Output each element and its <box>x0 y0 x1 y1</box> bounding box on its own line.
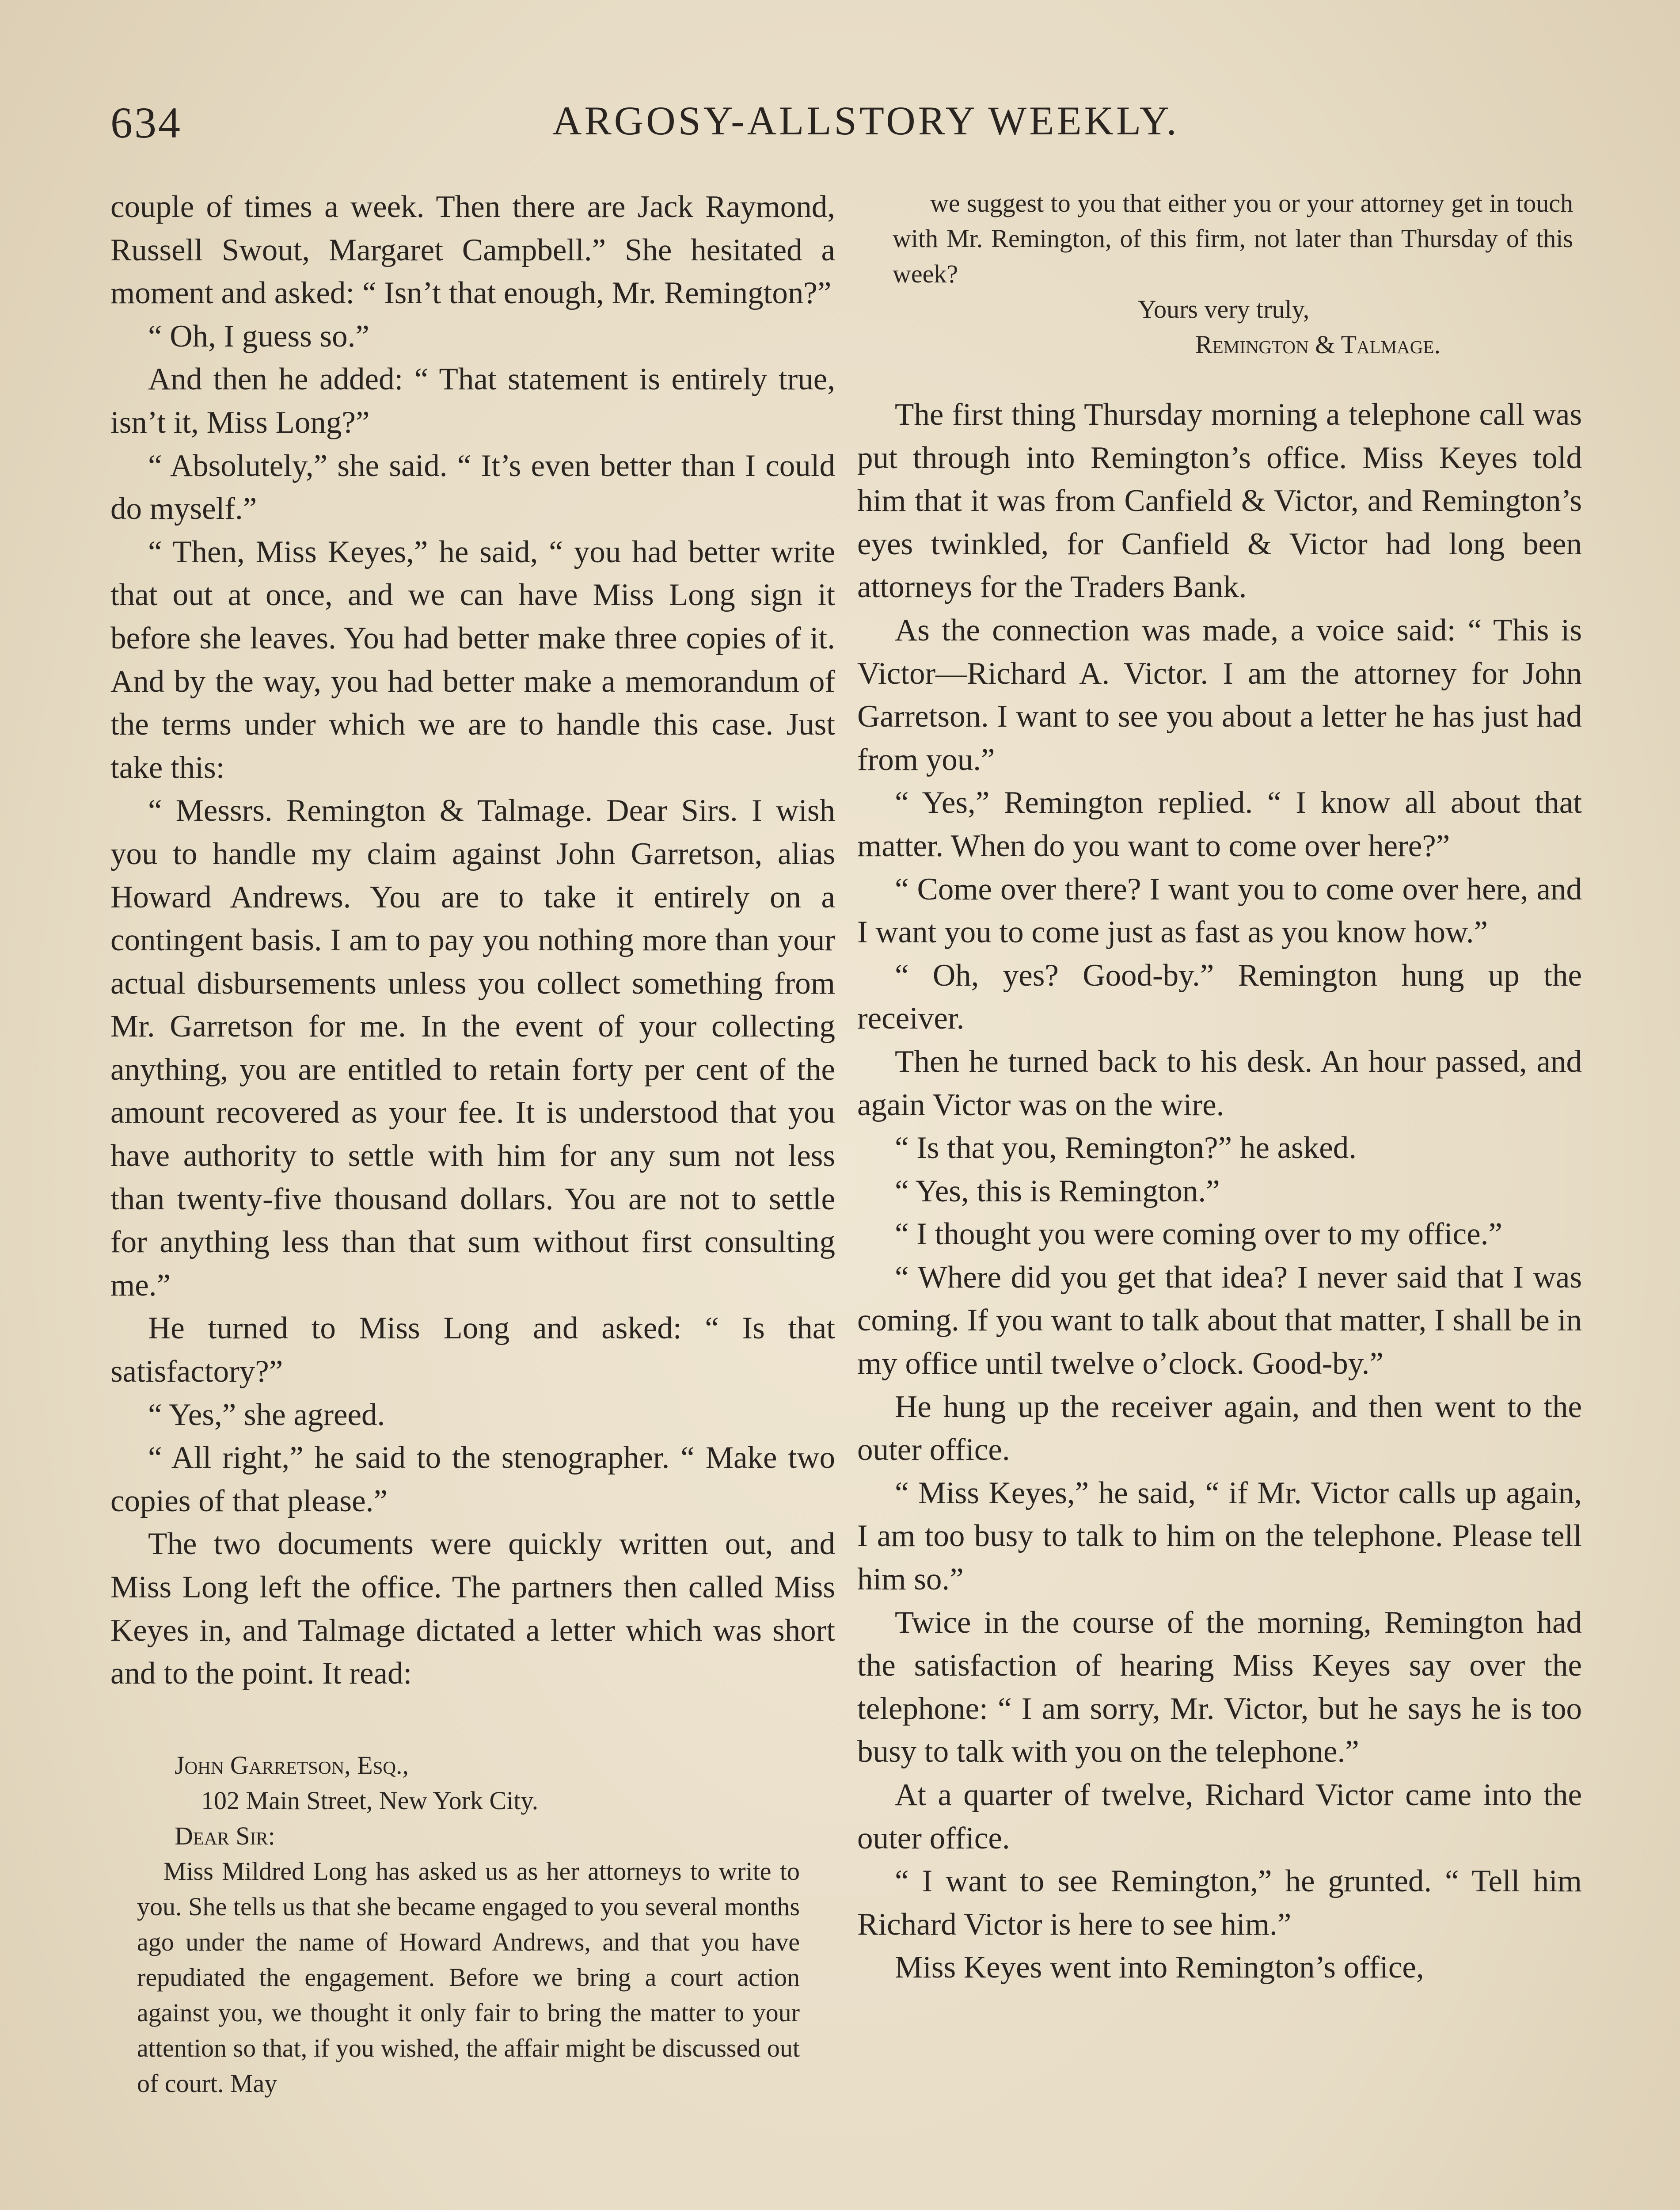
paragraph: “ All right,” he said to the stenographer. “ Make two copies of that please.” <box>110 1440 835 1518</box>
paragraph: He turned to Miss Long and asked: “ Is that satisfactory?” <box>110 1311 835 1389</box>
paragraph: Twice in the course of the morning, Remington had the satisfaction of hearing Miss Keyes say over the telephone: “ I am sorry, Mr. Victor, but he says he is too busy to talk with you on the telephone.” <box>857 1605 1582 1769</box>
paragraph: As the connection was made, a voice said: “ This is Victor—Richard A. Victor. I am the attorney for John Garretson. I want to see you about a letter he has just had from you.” <box>857 613 1582 777</box>
paragraph: “ Where did you get that idea? I never said that I was coming. If you want to talk about that matter, I shall be in my office until twelve o’clock. Good-by.” <box>857 1260 1582 1381</box>
paragraph: couple of times a week. Then there are Jack Raymond, Russell Swout, Margaret Campbell.” She hesitated a moment and asked: “ Isn’t that enough, Mr. Remington?” <box>110 190 835 311</box>
paragraph: “ Oh, yes? Good-by.” Remington hung up the receiver. <box>857 958 1582 1036</box>
paragraph: He hung up the receiver again, and then went to the outer office. <box>857 1389 1582 1467</box>
page-header <box>0 88 1680 159</box>
paragraph: Then he turned back to his desk. An hour passed, and again Victor was on the wire. <box>857 1044 1582 1122</box>
paragraph: “ Is that you, Remington?” he asked. <box>895 1131 1357 1166</box>
paragraph: And then he added: “ That statement is entirely true, isn’t it, Miss Long?” <box>110 362 835 440</box>
paragraph: Miss Keyes went into Remington’s office, <box>895 1950 1424 1985</box>
letter-continuation <box>857 186 1582 362</box>
letter-address: 102 Main Street, New York City. <box>201 1786 539 1815</box>
letter-body-continued: we suggest to you that either you or your attorney get in touch with Mr. Remington, of this firm, not later than Thursday of this week? <box>893 189 1573 288</box>
running-head: ARGOSY-ALLSTORY WEEKLY. <box>552 98 1179 143</box>
letter-signature: Remington & Talmage. <box>1195 330 1441 359</box>
paragraph: “ Yes, this is Remington.” <box>895 1174 1220 1208</box>
letter-closing-block <box>893 292 1573 362</box>
letter-body: Miss Mildred Long has asked us as her attorneys to write to you. She tells us that she became engaged to you several months ago under the name of Howard Andrews, and that you have repudiated the engagement. Before we bring a court action against you, we thought it only fair to bring the matter to your attention so that, if you wished, the affair might be discussed out of court. May <box>137 1856 800 2098</box>
paragraph: “ Yes,” she agreed. <box>148 1397 385 1432</box>
paragraph: “ I thought you were coming over to my office.” <box>895 1217 1502 1252</box>
paragraph: “ I want to see Remington,” he grunted. “ Tell him Richard Victor is here to see him.” <box>857 1864 1582 1942</box>
right-column <box>857 186 1582 1989</box>
paragraph: “ Messrs. Remington & Talmage. Dear Sirs. I wish you to handle my claim against John Garretson, alias Howard Andrews. You are to take it entirely on a contingent basis. I am to pay you nothing more than your actual disbursements unless you collect something from Mr. Garretson for me. In the event of your collecting anything, you are entitled to retain forty per cent of the amount recovered as your fee. It is understood that you have authority to settle with him for any sum not less than twenty-five thousand dollars. You are not to settle for anything less than that sum without first consulting me.” <box>110 793 835 1303</box>
paragraph: “ Oh, I guess so.” <box>148 319 369 354</box>
letter-salutation: Dear Sir: <box>175 1821 275 1850</box>
paragraph: The first thing Thursday morning a telephone call was put through into Remington’s office. Miss Keyes told him that it was from Canfield & Victor, and Remington’s eyes twinkled, for Canfield & Victor had long been attorneys for the Traders Bank. <box>857 397 1582 605</box>
paragraph: “ Miss Keyes,” he said, “ if Mr. Victor calls up again, I am too busy to talk to him on the telephone. Please tell him so.” <box>857 1475 1582 1597</box>
left-column <box>110 186 835 2101</box>
paragraph: “ Yes,” Remington replied. “ I know all about that matter. When do you want to come over here?” <box>857 785 1582 863</box>
paragraph: The two documents were quickly written out, and Miss Long left the office. The partners then called Miss Keyes in, and Talmage dictated a letter which was short and to the point. It read: <box>110 1527 835 1691</box>
letter-addressee: John Garretson, Esq., <box>175 1750 409 1779</box>
letter-closing: Yours very truly, <box>1138 295 1310 324</box>
paragraph: At a quarter of twelve, Richard Victor came into the outer office. <box>857 1778 1582 1856</box>
paragraph: “ Come over there? I want you to come over here, and I want you to come just as fast as you know how.” <box>857 872 1582 950</box>
page-number: 634 <box>110 98 182 147</box>
letter-block <box>110 1748 835 2101</box>
paragraph: “ Absolutely,” she said. “ It’s even better than I could do myself.” <box>110 448 835 526</box>
paragraph: “ Then, Miss Keyes,” he said, “ you had better write that out at once, and we can have Miss Long sign it before she leaves. You had better make three copies of it. And by the way, you had better make a memorandum of the terms under which we are to handle this case. Just take this: <box>110 534 835 785</box>
